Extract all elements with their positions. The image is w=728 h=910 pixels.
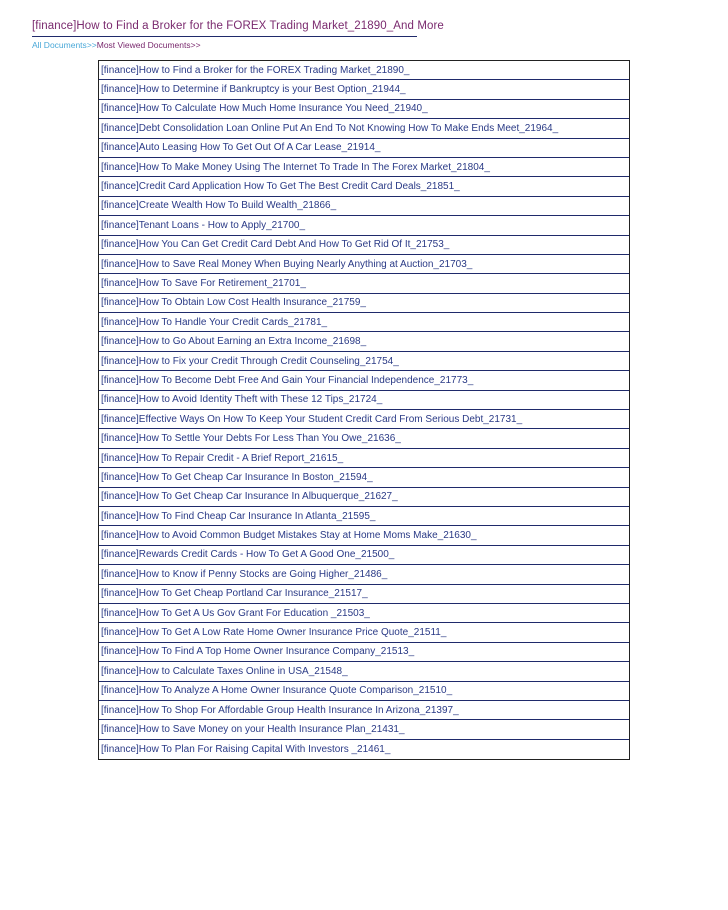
breadcrumb-all-documents-link[interactable]: All Documents — [32, 40, 87, 50]
document-link[interactable]: [finance]How To Repair Credit - A Brief Report_21615_ — [101, 452, 344, 464]
document-link[interactable]: [finance]Rewards Credit Cards - How To Get A Good One_21500_ — [101, 549, 395, 561]
document-link[interactable]: [finance]How To Find Cheap Car Insurance In Atlanta_21595_ — [101, 510, 376, 522]
document-link[interactable]: [finance]How To Obtain Low Cost Health Insurance_21759_ — [101, 297, 366, 309]
list-item — [99, 526, 629, 545]
list-item — [99, 410, 629, 429]
list-item — [99, 701, 629, 720]
list-item — [99, 391, 629, 410]
list-item — [99, 100, 629, 119]
document-link[interactable]: [finance]How To Become Debt Free And Gain Your Financial Independence_21773_ — [101, 374, 474, 386]
document-link[interactable]: [finance]How You Can Get Credit Card Debt And How To Get Rid Of It_21753_ — [101, 239, 450, 251]
document-link[interactable]: [finance]How To Get A Us Gov Grant For Education _21503_ — [101, 607, 370, 619]
list-item — [99, 352, 629, 371]
breadcrumb — [32, 40, 201, 50]
document-link[interactable]: [finance]How To Get Cheap Car Insurance In Boston_21594_ — [101, 471, 373, 483]
document-link[interactable]: [finance]How To Find A Top Home Owner Insurance Company_21513_ — [101, 646, 415, 658]
document-link[interactable]: [finance]How to Save Money on your Health Insurance Plan_21431_ — [101, 723, 405, 735]
list-item — [99, 740, 629, 759]
list-item — [99, 643, 629, 662]
document-link[interactable]: [finance]How to Determine if Bankruptcy is your Best Option_21944_ — [101, 84, 406, 96]
list-item — [99, 332, 629, 351]
list-item — [99, 80, 629, 99]
list-item — [99, 119, 629, 138]
document-link[interactable]: [finance]How To Get Cheap Portland Car Insurance_21517_ — [101, 588, 368, 600]
list-item — [99, 255, 629, 274]
page-title: [finance]How to Find a Broker for the FOREX Trading Market_21890_And More — [32, 20, 444, 32]
list-item — [99, 236, 629, 255]
document-list — [98, 60, 630, 760]
document-link[interactable]: [finance]How To Calculate How Much Home Insurance You Need_21940_ — [101, 103, 428, 115]
list-item — [99, 177, 629, 196]
list-item — [99, 488, 629, 507]
document-link[interactable]: [finance]How To Handle Your Credit Cards_21781_ — [101, 316, 328, 328]
document-link[interactable]: [finance]How To Get Cheap Car Insurance In Albuquerque_21627_ — [101, 491, 398, 503]
title-underline — [32, 36, 417, 37]
document-link[interactable]: [finance]How to Avoid Common Budget Mistakes Stay at Home Moms Make_21630_ — [101, 530, 477, 542]
list-item — [99, 313, 629, 332]
list-item — [99, 371, 629, 390]
list-item — [99, 294, 629, 313]
document-link[interactable]: [finance]How To Get A Low Rate Home Owner Insurance Price Quote_21511_ — [101, 627, 447, 639]
document-link[interactable]: [finance]Create Wealth How To Build Wealth_21866_ — [101, 200, 337, 212]
document-link[interactable]: [finance]How to Know if Penny Stocks are Going Higher_21486_ — [101, 568, 388, 580]
list-item — [99, 585, 629, 604]
document-link[interactable]: [finance]Effective Ways On How To Keep Your Student Credit Card From Serious Debt_21731_ — [101, 413, 523, 425]
list-item — [99, 274, 629, 293]
document-link[interactable]: [finance]How to Fix your Credit Through Credit Counseling_21754_ — [101, 355, 399, 367]
document-link[interactable]: [finance]Credit Card Application How To Get The Best Credit Card Deals_21851_ — [101, 181, 460, 193]
list-item — [99, 197, 629, 216]
list-item — [99, 449, 629, 468]
document-link[interactable]: [finance]How To Settle Your Debts For Less Than You Owe_21636_ — [101, 433, 401, 445]
breadcrumb-separator: >> — [86, 40, 97, 50]
list-item — [99, 216, 629, 235]
document-link[interactable]: [finance]Auto Leasing How To Get Out Of A Car Lease_21914_ — [101, 142, 381, 154]
document-link[interactable]: [finance]How To Save For Retirement_21701_ — [101, 277, 306, 289]
document-link[interactable]: [finance]Tenant Loans - How to Apply_21700_ — [101, 219, 306, 231]
document-link[interactable]: [finance]How to Calculate Taxes Online in USA_21548_ — [101, 665, 348, 677]
document-link[interactable]: [finance]How to Find a Broker for the FOREX Trading Market_21890_ — [101, 64, 410, 76]
document-link[interactable]: [finance]How to Avoid Identity Theft with These 12 Tips_21724_ — [101, 394, 383, 406]
document-link[interactable]: [finance]How To Analyze A Home Owner Insurance Quote Comparison_21510_ — [101, 685, 453, 697]
list-item — [99, 565, 629, 584]
list-item — [99, 720, 629, 739]
list-item — [99, 139, 629, 158]
list-item — [99, 546, 629, 565]
breadcrumb-most-viewed-link[interactable]: Most Viewed Documents>> — [96, 40, 201, 50]
list-item — [99, 507, 629, 526]
list-item — [99, 662, 629, 681]
document-link[interactable]: [finance]How To Shop For Affordable Group Health Insurance In Arizona_21397_ — [101, 704, 459, 716]
document-link[interactable]: [finance]How to Save Real Money When Buying Nearly Anything at Auction_21703_ — [101, 258, 473, 270]
list-item — [99, 604, 629, 623]
list-item — [99, 682, 629, 701]
document-link[interactable]: [finance]How To Plan For Raising Capital With Investors _21461_ — [101, 743, 391, 755]
document-link[interactable]: [finance]How to Go About Earning an Extra Income_21698_ — [101, 336, 367, 348]
list-item — [99, 468, 629, 487]
list-item — [99, 623, 629, 642]
document-link[interactable]: [finance]How To Make Money Using The Internet To Trade In The Forex Market_21804_ — [101, 161, 490, 173]
list-item — [99, 61, 629, 80]
list-item — [99, 429, 629, 448]
list-item — [99, 158, 629, 177]
document-link[interactable]: [finance]Debt Consolidation Loan Online Put An End To Not Knowing How To Make Ends Meet_21964_ — [101, 122, 559, 134]
